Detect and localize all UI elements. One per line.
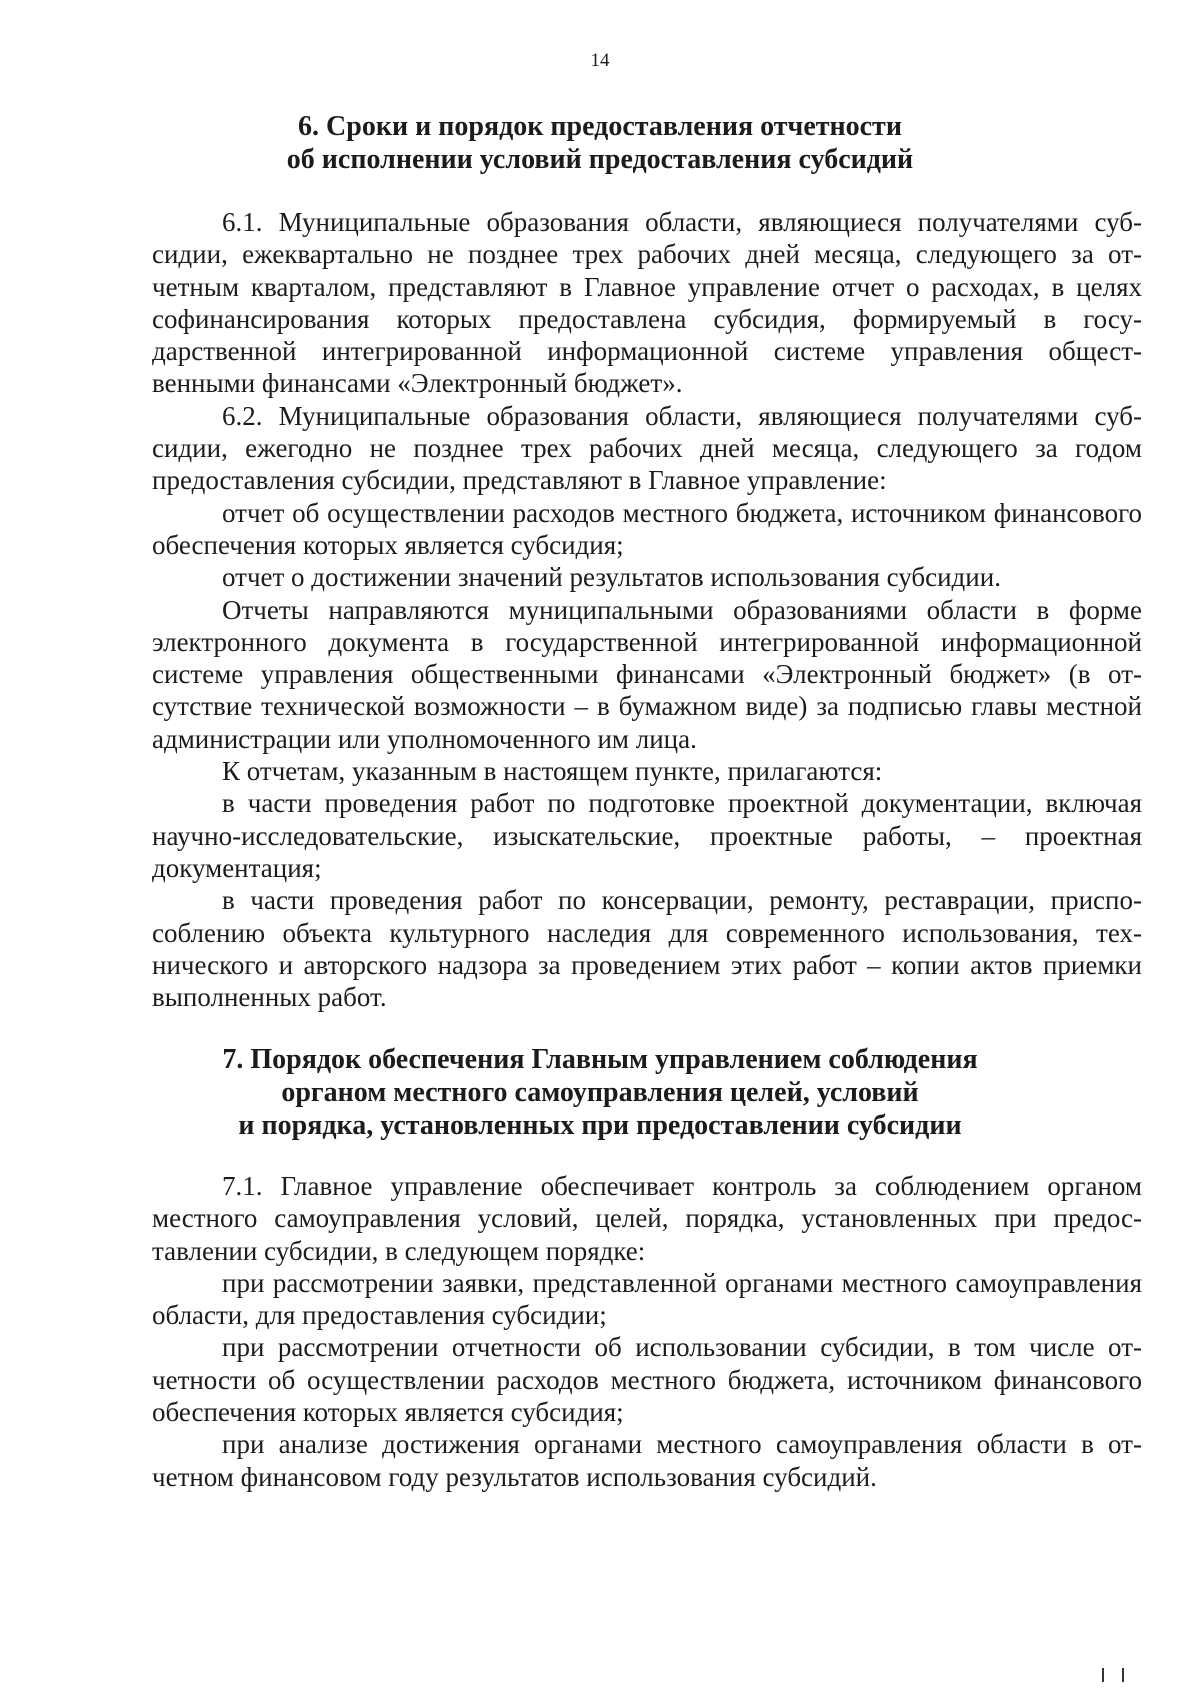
section-6-body [152, 206, 1142, 1013]
paragraph-attachments: К отчетам, указанным в настоящем пункте, прилагаются: [222, 756, 883, 787]
page-number: 14 [590, 50, 610, 71]
scan-mark [1122, 1668, 1124, 1682]
paragraph-reporting-review: при рассмотрении отчетности об использовании субсидии, в том числе отчетности об осуществлении расходов местного бюджета, источником финансового обеспечения которых является субсидия; [152, 1332, 1142, 1428]
section-7-heading-line: и порядка, установленных при предоставлении субсидии [238, 1110, 962, 1141]
scan-mark [1102, 1668, 1104, 1682]
paragraph-application-review: при рассмотрении заявки, представленной органами местного самоуправления области, для предоставления субсидии; [152, 1267, 1142, 1331]
paragraph-results-analysis: при анализе достижения органами местного самоуправления области в отчетном финансовом году результатов использования субсидий. [152, 1429, 1142, 1492]
paragraph-report-expenses: отчет об осуществлении расходов местного бюджета, источником финансового обеспечения которых является субсидия; [152, 497, 1142, 560]
section-6-heading-line: об исполнении условий предоставления субсидий [286, 144, 914, 175]
paragraph-acceptance-acts: в части проведения работ по консервации, ремонту, реставрации, приспособлению объекта культурного наследия для современного использования, технического и авторского надзора за проведением этих работ – копии актов приемки выполненных работ. [152, 885, 1142, 1013]
section-6-heading-line: 6. Сроки и порядок предоставления отчетности [298, 111, 902, 142]
section-7-heading-line: 7. Порядок обеспечения Главным управлением соблюдения [222, 1044, 978, 1075]
paragraph-7-1: 7.1. Главное управление обеспечивает контроль за соблюдением органом местного самоуправления условий, целей, порядка, установленных при предоставлении субсидии, в следующем порядке: [152, 1171, 1142, 1266]
paragraph-6-2: 6.2. Муниципальные образования области, являющиеся получателями субсидии, ежегодно не позднее трех рабочих дней месяца, следующего за годом предоставления субсидии, представляют в Главное управление: [152, 400, 1142, 496]
paragraph-project-documentation: в части проведения работ по подготовке проектной документации, включая научно-исследовательские, изыскательские, проектные работы, – проектная документация; [152, 788, 1142, 883]
section-7-heading-line: органом местного самоуправления целей, условий [281, 1077, 919, 1108]
section-7-body [152, 1170, 1142, 1493]
paragraph-reports-submission: Отчеты направляются муниципальными образованиями области в форме электронного документа в государственной интегрированной информационной системе управления общественными финансами «Электронный бюджет» (в отсутствие технической возможности – в бумажном виде) за подписью главы местной администрации или уполномоченного им лица. [152, 594, 1142, 754]
paragraph-6-1: 6.1. Муниципальные образования области, являющиеся получателями субсидии, ежеквартально не позднее трех рабочих дней месяца, следующего за отчетным кварталом, представляют в Главное управление отчет о расходах, в целях софинансирования которых предоставлена субсидия, формируемый в государственной интегрированной информационной системе управления общественными финансами «Электронный бюджет». [152, 207, 1142, 399]
section-6-heading [150, 110, 1050, 176]
paragraph-report-results: отчет о достижении значений результатов использования субсидии. [222, 562, 1001, 593]
section-7-heading [150, 1043, 1050, 1142]
